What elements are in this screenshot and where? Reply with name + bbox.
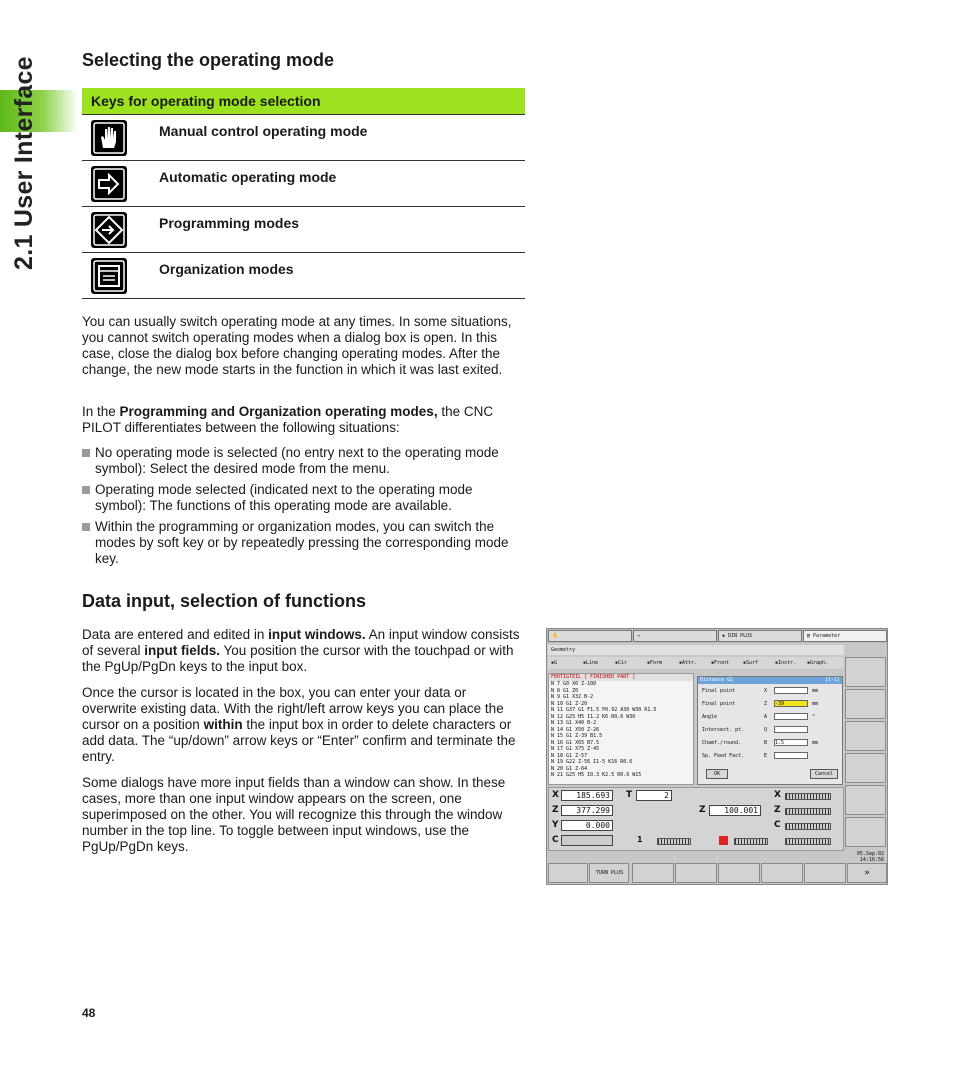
field-label: Intersect. pt. [702,727,745,733]
toolbar [548,657,844,669]
next-softkey-icon[interactable]: » [847,863,887,883]
input-field[interactable]: 1.5 [774,739,808,746]
toolbar-item[interactable]: ▪Front [711,660,730,666]
stop-icon [719,836,728,845]
softkey[interactable] [845,721,886,751]
input-field[interactable]: -39 [774,700,808,707]
program-listing [548,673,694,785]
softkey[interactable] [761,863,803,883]
key-label: Automatic operating mode [159,169,337,185]
toolbar-item[interactable]: ▪Graph. [807,660,829,666]
hand-icon [91,120,127,156]
field-unit: ° [812,714,816,720]
paragraph: Some dialogs have more input fields than a window can show. In these cases, more than one input window appears on the screen, one superimposed on the other. You will recognize this through the window number in the top line. To toggle between input windows, use the PgUp/PgDn keys. [82,775,506,854]
paragraph: You can usually switch operating mode at any times. In some situations, you cannot switch operating modes when a dialog box is open. In this case, close the dialog box before changing operating modes. After the change, the new mode starts in the function in which it was last exited. [82,314,512,377]
program-line: N 15 G1 Z-39 B1.5 [551,733,603,739]
input-field[interactable] [774,713,808,720]
field-label: Angle [702,714,718,720]
program-line: N 8 G1 Z0 [551,687,579,694]
softkey[interactable] [718,863,760,883]
tab-parameter[interactable]: ▤ Parameter [803,630,887,642]
load-gauge [734,838,768,845]
cnc-screen-figure [546,628,888,885]
axis-label: Y [552,820,559,830]
field-var: Z [764,701,768,707]
softkey[interactable] [804,863,846,883]
key-label: Manual control operating mode [159,123,368,139]
paragraph: Once the cursor is located in the box, you can enter your data or overwrite existing data. With the right/left arrow keys you can place the cursor on a position within the input box in order to delete characters or add data. The “up/down” arrow keys or “Enter” confirm and terminate the entry. [82,685,516,764]
field-var: A [764,714,768,720]
input-field[interactable] [774,687,808,694]
spindle-count: 1 [637,835,643,844]
table-row [82,207,525,253]
program-line: N 17 G1 X75 Z-45 [551,746,600,752]
dialog-title: Distance G1 [1-1] [700,677,840,683]
field-unit: mm [812,740,819,746]
axis-value: 0.000 [561,820,613,831]
position-display: X 185.693 Z 377.299 Y 0.000 C T 2 Z 100.001 1 X Z C [548,787,844,851]
field-unit: mm [812,688,819,694]
field-var: B [764,740,768,746]
toolbar-item[interactable]: ▪Line [583,660,599,666]
program-line: N 13 G1 X40 B-2 [551,720,597,726]
toolbar-item[interactable]: ▪G [551,660,558,666]
section-heading-data-input: Data input, selection of functions [82,591,367,611]
input-field[interactable] [774,752,808,759]
program-line: N 7 G0 X0 Z-100 [551,681,597,687]
program-line: N 20 G1 Z-64 [551,765,588,772]
table-header: Keys for operating mode selection [82,88,525,115]
load-gauge [785,808,831,815]
list-item: Operating mode selected (indicated next to the operating mode symbol): The functions of this operating mode are available. [82,482,524,514]
tool-value: 2 [636,790,672,801]
ok-button[interactable]: OK [706,769,728,779]
mode-tabs [547,629,887,643]
tab-manual[interactable]: ✋ [548,630,632,642]
load-gauge [657,838,691,845]
softkey[interactable] [548,863,588,883]
program-line: N 14 G1 X50 Z-26 [551,726,600,733]
program-line: N 18 G1 Z-57 [551,752,588,759]
mode-keys-table [82,88,525,299]
load-gauge [785,823,831,830]
axis-value: 100.001 [709,805,761,816]
field-label: Final point [702,701,736,707]
load-gauge [785,793,831,800]
toolbar-item[interactable]: ▪Form [647,660,663,666]
table-row [82,161,525,207]
program-line: N 9 G1 X32 B-2 [551,694,594,700]
page-number: 48 [82,1006,96,1020]
softkey[interactable] [845,817,886,847]
program-line: N 12 G25 H5 I1.2 K6 R0.6 W30 [551,713,636,720]
toolbar-item[interactable]: ▪Attr. [679,660,698,666]
field-label: Chamf./round. [702,740,742,746]
program-header: FERTIGTEIL [ FINISHED PART ] [549,674,693,681]
key-label: Organization modes [159,261,294,277]
program-line: N 19 G22 Z-56 I1-5 K16 R0.6 [551,759,633,765]
list-item: No operating mode is selected (no entry next to the operating mode symbol): Select the desired mode from the menu. [82,445,524,477]
field-var: Q [764,727,768,733]
input-field[interactable] [774,726,808,733]
field-unit: mm [812,701,819,707]
program-line: N 10 G1 Z-20 [551,700,588,707]
diamond-arrow-icon [91,212,127,248]
time-display: 14:16:56 [859,857,884,863]
field-var: E [764,753,768,759]
axis-label: Z [552,805,559,815]
softkey[interactable] [845,689,886,719]
toolbar-item[interactable]: ▪Surf [743,660,759,666]
tab-automatic[interactable]: ⇒ [633,630,717,642]
geometry-menu[interactable]: Geometry [548,645,844,655]
softkey[interactable] [632,863,674,883]
axis-value [561,835,613,846]
arrow-right-box-icon [91,166,127,202]
paragraph: Data are entered and edited in input windows. An input window consists of several input fields. You position the cursor with the touchpad or with the PgUp/PgDn keys to the input box. [82,627,520,674]
axis-label: X [552,790,559,800]
softkey[interactable] [845,657,886,687]
table-row [82,115,525,161]
field-label: Sp. Feed Fact. [702,753,745,759]
softkey-turn-plus[interactable]: TURN PLUS [589,863,629,883]
axis-value: 377.299 [561,805,613,816]
softkey[interactable] [845,785,886,815]
key-label: Programming modes [159,215,300,231]
program-line: N 11 G37 G1 F1.5 P0.92 A30 W30 R1.5 [551,707,657,713]
field-var: X [764,688,768,694]
paragraph: In the Programming and Organization operating modes, the CNC PILOT differentiates between the following situations: [82,404,494,435]
chapter-title: 2.1 User Interface [10,56,38,270]
toolbar-item[interactable]: ▪Instr. [775,660,797,666]
tool-label: T [626,790,633,800]
softkey[interactable] [675,863,717,883]
tab-din-plus[interactable]: ◈ DIN PLUS [718,630,802,642]
section-heading-operating-mode: Selecting the operating mode [82,50,335,70]
input-dialog [697,676,843,785]
softkey[interactable] [845,753,886,783]
cancel-button[interactable]: Cancel [810,769,838,779]
list-item: Within the programming or organization modes, you can switch the modes by soft key or by repeatedly pressing the corresponding mode key. [82,519,524,567]
program-line: N 16 G1 X65 B7.5 [551,739,600,746]
table-row [82,253,525,299]
toolbar-item[interactable]: ▪Cir [615,660,628,666]
load-gauge [785,838,831,845]
field-label: Final point [702,688,736,694]
axis-value: 185.693 [561,790,613,801]
program-line: N 21 G25 H5 I0.3 K2.5 R0.6 W15 [551,772,642,778]
file-box-icon [91,258,127,294]
axis-label: C [552,835,559,845]
date-display: 05.Sep.02 [856,851,884,857]
